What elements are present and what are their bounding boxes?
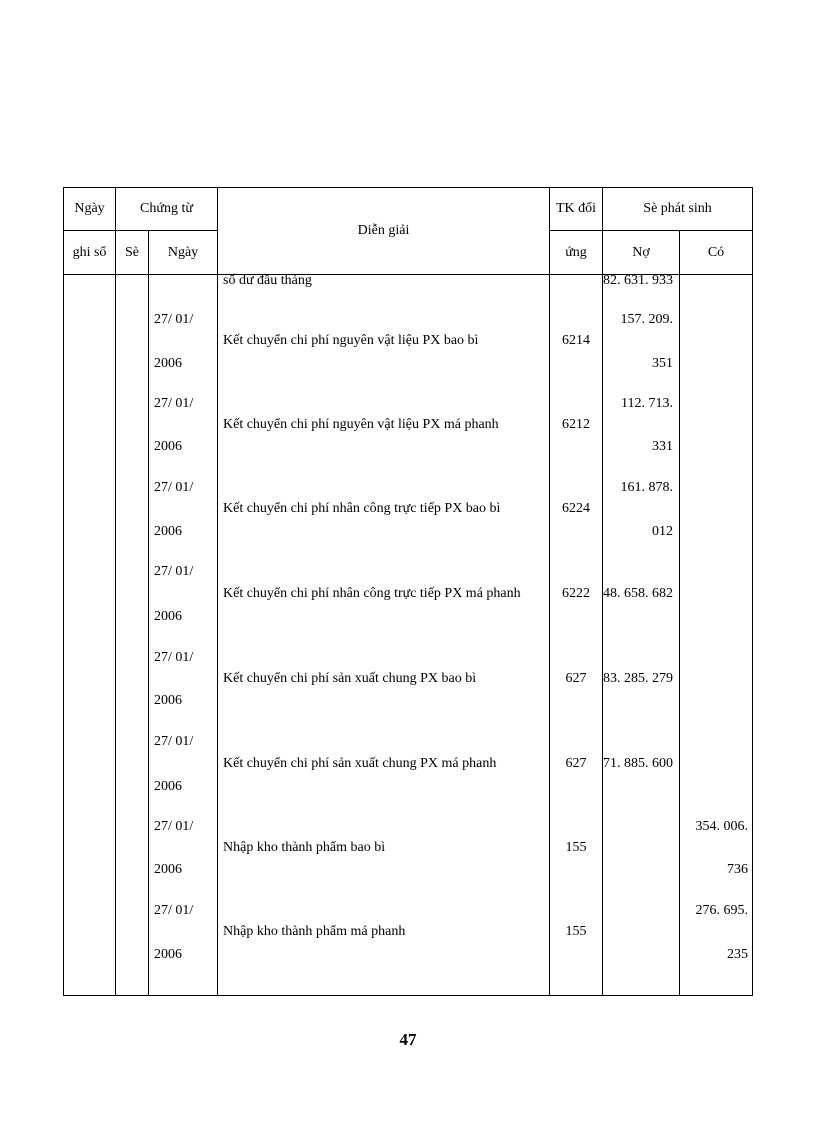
header-tk-doi-ung bbox=[550, 188, 603, 231]
header-tk-line2: ứng bbox=[565, 244, 587, 260]
date-line1: 27/ 01/ bbox=[154, 819, 194, 834]
debit-amount: 82. 631. 933 bbox=[603, 273, 673, 288]
date-line2: 2006 bbox=[154, 524, 182, 539]
entry-description: Kết chuyển chi phí nhân công trực tiếp PX bao bì bbox=[223, 501, 501, 516]
header-so-phat-sinh: Sè phát sinh bbox=[603, 188, 753, 231]
date-line1: 27/ 01/ bbox=[154, 480, 194, 495]
header-ngay-line2: ghi sổ bbox=[72, 244, 107, 260]
header-tk-doi-ung-2 bbox=[550, 231, 603, 275]
entry-description: Kết chuyển chi phí nguyên vật liệu PX bao bì bbox=[223, 333, 479, 348]
debit-amount-line1: 112. 713. bbox=[621, 396, 673, 411]
entry-description: Kết chuyển chi phí sản xuất chung PX bao bì bbox=[223, 671, 477, 686]
account-code: 627 bbox=[565, 671, 587, 686]
header-tk-line1: TK đối bbox=[555, 201, 597, 216]
date-line1: 27/ 01/ bbox=[154, 564, 194, 579]
opening-description: số dư đầu tháng bbox=[223, 273, 312, 288]
date-line1: 27/ 01/ bbox=[154, 312, 194, 327]
header-dien-giai: Diễn giải bbox=[218, 188, 550, 275]
date-line2: 2006 bbox=[154, 947, 182, 962]
col-ngay bbox=[149, 275, 218, 996]
col-so bbox=[116, 275, 149, 996]
date-line1: 27/ 01/ bbox=[154, 734, 194, 749]
ledger-table bbox=[63, 187, 753, 996]
header-no: Nợ bbox=[603, 231, 680, 275]
header-co: Có bbox=[680, 231, 753, 275]
header-ngay-ghi-so-2 bbox=[64, 231, 116, 275]
header-ngay: Ngày bbox=[149, 231, 218, 275]
debit-amount: 48. 658. 682 bbox=[603, 586, 673, 601]
date-line2: 2006 bbox=[154, 862, 182, 877]
debit-amount-line1: 161. 878. bbox=[620, 480, 673, 495]
col-tk-doi-ung bbox=[550, 275, 603, 996]
date-line1: 27/ 01/ bbox=[154, 650, 194, 665]
debit-amount-line2: 331 bbox=[652, 439, 673, 454]
date-line1: 27/ 01/ bbox=[154, 396, 194, 411]
credit-amount-line2: 736 bbox=[727, 862, 749, 877]
page-number: 47 bbox=[399, 1030, 417, 1049]
debit-amount-line2: 012 bbox=[652, 524, 673, 539]
header-ngay-ghi-so bbox=[64, 188, 116, 231]
account-code: 6214 bbox=[562, 333, 590, 348]
date-line1: 27/ 01/ bbox=[154, 903, 194, 918]
date-line2: 2006 bbox=[154, 693, 182, 708]
header-ngay-line1: Ngày bbox=[74, 201, 105, 216]
entry-description: Nhập kho thành phẩm má phanh bbox=[223, 924, 406, 939]
col-ngay-ghi-so bbox=[64, 275, 116, 996]
date-line2: 2006 bbox=[154, 439, 182, 454]
entry-description: Kết chuyển chi phí nguyên vật liệu PX má phanh bbox=[223, 417, 499, 432]
header-so: Sè bbox=[116, 231, 149, 275]
entry-description: Kết chuyển chi phí sản xuất chung PX má phanh bbox=[223, 756, 497, 771]
account-code: 627 bbox=[565, 756, 587, 771]
debit-amount: 71. 885. 600 bbox=[603, 756, 673, 771]
col-no bbox=[603, 275, 680, 996]
col-co bbox=[680, 275, 753, 996]
account-code: 6222 bbox=[562, 586, 590, 601]
debit-amount-line2: 351 bbox=[652, 356, 673, 371]
date-line2: 2006 bbox=[154, 779, 182, 794]
account-code: 155 bbox=[565, 924, 587, 939]
date-line2: 2006 bbox=[154, 356, 182, 371]
entry-description: Nhập kho thành phẩm bao bì bbox=[223, 840, 386, 855]
account-code: 6212 bbox=[562, 417, 590, 432]
date-line2: 2006 bbox=[154, 609, 182, 624]
account-code: 6224 bbox=[562, 501, 590, 516]
credit-amount-line2: 235 bbox=[727, 947, 749, 962]
debit-amount: 83. 285. 279 bbox=[603, 671, 673, 686]
entry-description: Kết chuyển chi phí nhân công trực tiếp PX má phanh bbox=[223, 586, 521, 601]
debit-amount-line1: 157. 209. bbox=[620, 312, 673, 327]
header-chung-tu: Chứng từ bbox=[116, 188, 218, 231]
credit-amount-line1: 276. 695. bbox=[695, 903, 749, 918]
credit-amount-line1: 354. 006. bbox=[695, 819, 749, 834]
account-code: 155 bbox=[565, 840, 587, 855]
col-dien-giai bbox=[218, 275, 550, 996]
